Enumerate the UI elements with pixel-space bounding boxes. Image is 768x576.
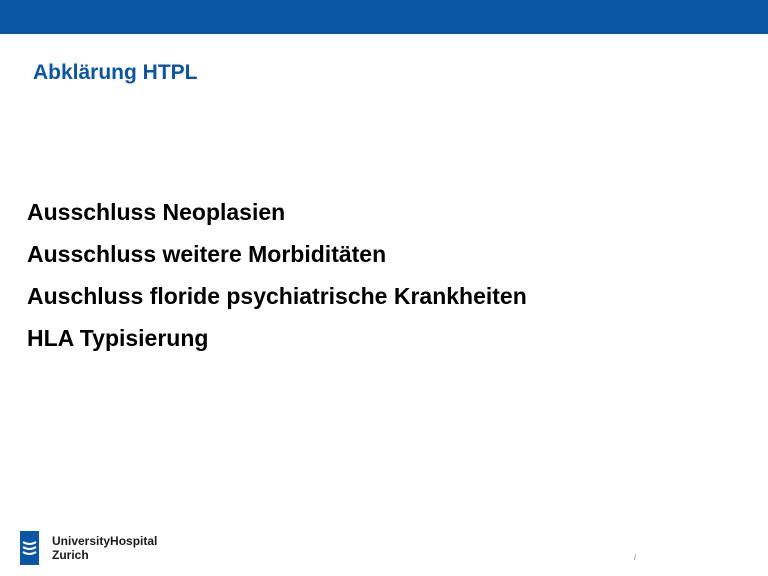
- page-number: /: [634, 553, 637, 562]
- bullet-item: HLA Typisierung: [27, 325, 209, 351]
- bullet-list: [27, 191, 527, 359]
- slide-title: Abklärung HTPL: [33, 61, 198, 84]
- university-hospital-logo: [20, 531, 157, 565]
- bullet-item: Auschluss floride psychiatrische Krankheiten: [27, 283, 527, 309]
- usz-wave-icon: [20, 531, 39, 565]
- bullet-item: Ausschluss Neoplasien: [27, 199, 286, 225]
- header-bar: [0, 0, 768, 34]
- logo-text: [52, 534, 157, 562]
- logo-line2: Zurich: [52, 548, 89, 562]
- logo-line1: UniversityHospital: [52, 534, 158, 548]
- bullet-item: Ausschluss weitere Morbiditäten: [27, 241, 387, 267]
